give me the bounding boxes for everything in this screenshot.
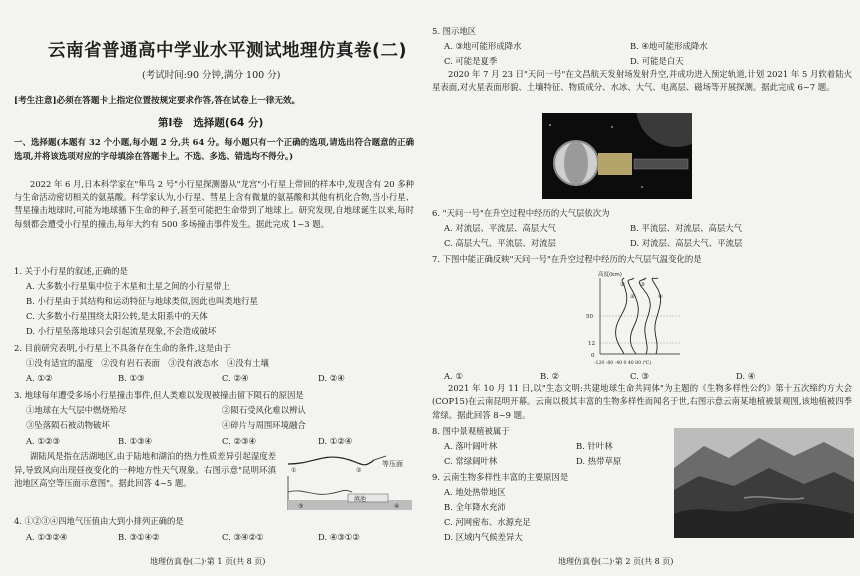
marker-2: ② [356,467,362,474]
q4-stem: 4. ①②③④四地气压值由大到小排列正确的是 [14,516,184,526]
exam-title: 云南省普通高中学业水平测试地理仿真卷(二) [48,41,407,61]
q6-stem: 6. "天问一号"在升空过程中经历的大气层依次为 [432,208,610,218]
q3-item-1: ①地球在大气层中燃烧殆尽 [26,405,127,415]
orbiter-body [598,153,632,175]
curve-label-1: ① [620,282,625,288]
q3-option-b: B. ①③④ [118,436,153,446]
q9-option-a: A. 地处热带地区 [444,487,506,497]
instruction-text: 一、选择题(本题有 32 个小题,每小题 2 分,共 64 分。每小题只有一个正确的选项,请选出符合题意的正确选项,并将该选项对应的字母填涂在答题卡上。不选、多选、错选均不得分。) [14,137,414,161]
q1-option-c: C. 大多数小行星围绕太阳公转,是太阳系中的天体 [26,311,208,321]
passage-tianwen: 2020 年 7 月 23 日"天问一号"在文昌航天发射场发射升空,并成功进入预定轨道,计划 2021 年 5 月软着陆火星表面,对火星表面形貌、土壤特征、物质成分、水冰、大气、电离层、磁场等开展探测。据此完成 6~7 题。 [432,69,852,93]
exam-info: (考试时间:90 分钟,满分 100 分) [142,70,281,81]
q1-stem: 1. 关于小行星的叙述,正确的是 [14,266,128,276]
ytick-50: 50 [586,314,593,320]
q2-option-b: B. ①③ [118,373,145,383]
q8-option-a: A. 落叶阔叶林 [444,441,498,451]
chart-ylabel: 高度(km) [598,272,622,278]
q7-option-a: A. ① [444,371,463,381]
q6-option-d: D. 对流层、高层大气、平流层 [630,238,743,248]
q6-option-a: A. 对流层、平流层、高层大气 [444,223,556,233]
q2-option-d: D. ②④ [318,373,345,383]
q1-option-d: D. 小行星坠落地球只会引起流星现象,不会造成破坏 [26,326,217,336]
passage-asteroid: 2022 年 6 月,日本科学家在"隼鸟 2 号"小行星探测器从"龙宫"小行星上带回的样本中,发现含有 20 多种与生命活动密切相关的氨基酸。科学家认为,小行星、彗星上含有微量的氨基酸和其他有机化合物,当小行星、彗星撞击地球时,可能为地球播下生命的种子,甚至可能把生命带到了地球上。研究发现,自地球诞生以来,每时每刻都会遭受小行星的撞击,每年大约有 500 多场撞击事件发生。据此完成 1~3 题。 [14,179,414,229]
q3-item-2: ②陨石受风化难以辨认 [222,405,306,415]
q7-option-b: B. ② [540,371,559,381]
page-footer-2: 地理仿真卷(二)·第 2 页(共 8 页) [558,557,674,566]
q2-option-c: C. ②④ [222,373,249,383]
passage-biodiversity: 2021 年 10 月 11 日,以"生态文明:共建地球生命共同体"为主题的《生物多样性公约》第十五次缔约方大会(COP15)在云南昆明开幕。云南以极其丰富的生物多样性而闻名于世,右图示意云南某地植被景观图,该地植被四季常绿。据此回答 8~9 题。 [432,383,852,420]
passage-lake-breeze: 湖陆风是指在活湖地区,由于陆地和湖泊的热力性质差异引起湿度差异,导致风向出现昼夜变化的一种地方性天气现象。右图示意"昆明环滇池地区高空等压面示意图"。据此回答 4~5 题。 [14,451,276,489]
spacecraft-photo [542,113,692,199]
q3-item-4: ④碎片与周围环境融合 [222,420,306,430]
q8-option-d: D. 热带草原 [576,456,622,466]
q6-option-b: B. 平流层、对流层、高层大气 [630,223,742,233]
q3-option-d: D. ①②④ [318,436,353,446]
lake-label: 滇池 [354,496,367,503]
q2-stem: 2. 目前研究表明,小行星上不具备存在生命的条件,这是由于 [14,343,231,353]
q7-option-c: C. ③ [630,371,649,381]
q5-stem: 5. 图示地区 [432,26,477,36]
ytick-12: 12 [588,341,595,347]
q5-option-d: D. 可能是白天 [630,56,684,66]
q7-stem: 7. 下图中能正确反映"天问一号"在升空过程中经历的大气层气温变化的是 [432,254,702,264]
q8-option-b: B. 针叶林 [576,441,613,451]
curve-label-4: ④ [658,294,663,300]
q5-option-b: B. ④地可能形成降水 [630,41,708,51]
q3-option-c: C. ②③④ [222,436,256,446]
isobar-label: 等压面 [382,460,403,468]
q8-option-c: C. 常绿阔叶林 [444,456,498,466]
q8-stem: 8. 图中景观植被属于 [432,426,510,436]
q4-option-b: B. ③①④② [118,532,160,542]
q3-item-3: ③坠落陨石被动物破坏 [26,420,110,430]
q2-items: ①没有适宜的温度 ②没有岩石表面 ③没有液态水 ④没有土壤 [26,358,269,368]
temperature-chart [580,268,688,368]
q9-option-c: C. 河网密布、水源充足 [444,517,531,527]
q6-option-c: C. 高层大气、平流层、对流层 [444,238,556,248]
q5-option-c: C. 可能是夏季 [444,56,498,66]
terrain-line [288,490,352,494]
marker-3: ③ [298,503,304,510]
q5-option-a: A. ③地可能形成降水 [444,41,522,51]
q9-stem: 9. 云南生物多样性丰富的主要原因是 [432,472,569,482]
q4-option-c: C. ③④②① [222,532,264,542]
capsule-shield [564,141,588,185]
section-title: 第Ⅰ卷 选择题(64 分) [158,117,264,129]
vegetation-photo [674,428,854,538]
q4-option-d: D. ④③①② [318,532,360,542]
marker-4: ④ [394,503,400,510]
notice: [考生注意]必须在答题卡上指定位置按规定要求作答,答在试卷上一律无效。 [14,96,301,106]
q1-option-a: A. 大多数小行星集中位于木星和土星之间的小行星带上 [26,281,230,291]
chart-xticks: -120 -80 -40 0 40 80 (℃) [594,361,652,366]
q9-option-b: B. 全年降水充沛 [444,502,506,512]
ytick-0: 0 [591,353,595,359]
page-footer: 地理仿真卷(二)·第 1 页(共 8 页) [150,557,266,566]
q4-option-a: A. ①③②④ [26,532,68,542]
curve-label-3: ③ [640,282,645,288]
q7-option-d: D. ④ [736,371,756,381]
solar-panel [634,159,688,169]
curve-label-2: ② [630,294,635,300]
q9-option-d: D. 区域内气候差异大 [444,532,523,542]
exam-page-2 [430,0,860,576]
q1-option-b: B. 小行星由于其结构和运动特征与地球类似,因此也叫类地行星 [26,296,258,306]
isobar-diagram [282,448,422,520]
q3-option-a: A. ①②③ [26,436,60,446]
curve-4 [652,278,661,354]
q3-stem: 3. 地球每年遭受多场小行星撞击事件,但人类难以发现被撞击留下陨石的原因是 [14,390,304,400]
isobar-line [288,457,374,465]
marker-1: ① [291,467,297,474]
q2-option-a: A. ①② [26,373,53,383]
planet-shape [636,113,692,147]
